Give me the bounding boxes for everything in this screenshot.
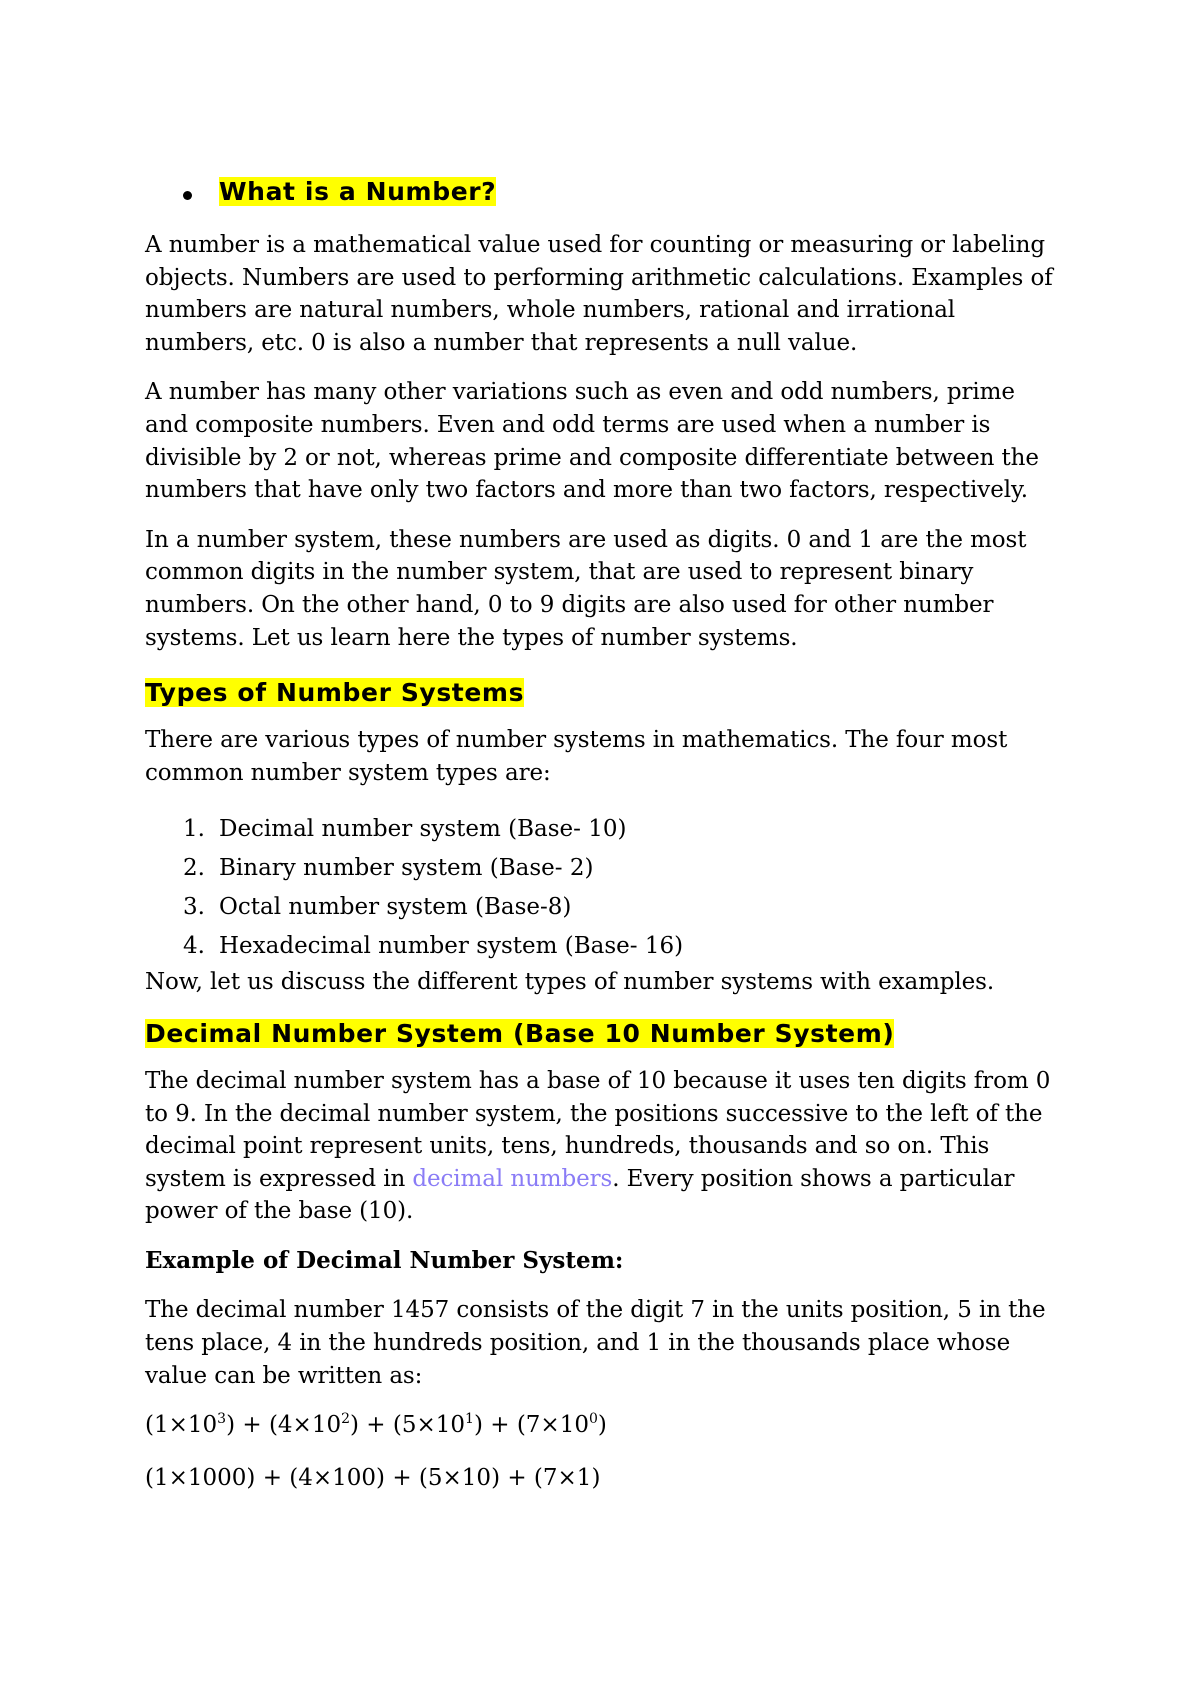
list-item (145, 810, 1065, 849)
paragraph: Now, let us discuss the different types of number systems with examples. (145, 969, 995, 996)
list-item (145, 927, 1065, 966)
list-item-text: Octal number system (Base-8) (219, 894, 572, 921)
formula-powers (145, 1409, 1065, 1442)
formula-expanded: (1×1000) + (4×100) + (5×10) + (7×1) (145, 1464, 601, 1491)
list-number: 4. (183, 933, 205, 960)
decimal-numbers-link[interactable]: decimal numbers (412, 1165, 613, 1192)
bullet-icon (183, 191, 192, 200)
paragraph: A number is a mathematical value used for counting or measuring or labeling objects. Numbers are used to performing arithmetic calculations. Examples of numbers are natural numbers, whole numbers, rational and irrational numbers, etc. 0 is also a number that represents a null value. (145, 232, 1053, 356)
list-number: 1. (183, 816, 205, 843)
exponent: 2 (341, 1411, 351, 1428)
formula-part: ) + (4×10 (226, 1412, 342, 1439)
example-heading: Example of Decimal Number System: (145, 1246, 624, 1274)
paragraph: A number has many other variations such as even and odd numbers, prime and composite numbers. Even and odd terms are used when a number is divisible by 2 or not, whereas prime and composite differentiate between the numbers that have only two factors and more than two factors, respectively. (145, 379, 1039, 504)
paragraph: There are various types of number systems in mathematics. The four most common number system types are: (145, 727, 1008, 786)
exponent: 3 (217, 1411, 227, 1428)
paragraph-text: The decimal number system has a base of 10 because it uses ten digits from 0 to 9. In the decimal number system, the positions successive to the left of the decimal point represent units, tens, hundreds, thousands and so on. This system is expressed in (145, 1067, 1051, 1192)
list-number: 2. (183, 855, 205, 882)
number-system-list (145, 810, 1065, 966)
document-page (145, 160, 1065, 1514)
exponent: 1 (465, 1411, 474, 1428)
formula-part: ) (597, 1412, 607, 1439)
list-item (145, 849, 1065, 888)
list-item-text: Decimal number system (Base- 10) (219, 816, 627, 843)
heading-text: Decimal Number System (Base 10 Number System) (145, 1018, 895, 1048)
heading-text: Types of Number Systems (145, 678, 525, 708)
paragraph: In a number system, these numbers are used as digits. 0 and 1 are the most common digits in the number system, that are used to represent binary numbers. On the other hand, 0 to 9 digits are also used for other number systems. Let us learn here the types of number systems. (145, 526, 1027, 651)
list-item (145, 888, 1065, 927)
paragraph-text: . Every position shows a particular power of the base (10). (145, 1165, 1015, 1225)
formula-part: ) + (7×10 (473, 1412, 589, 1439)
formula-part: (1×10 (145, 1412, 218, 1439)
types-of-number-systems-heading (145, 676, 1065, 710)
paragraph (145, 1065, 1065, 1228)
list-item-text: Binary number system (Base- 2) (219, 855, 594, 882)
what-is-a-number-heading (145, 175, 1065, 215)
list-number: 3. (183, 894, 205, 921)
paragraph: The decimal number 1457 consists of the digit 7 in the units position, 5 in the tens place, 4 in the hundreds position, and 1 in the thousands place whose value can be written as: (145, 1297, 1046, 1389)
list-item-text: Hexadecimal number system (Base- 16) (219, 933, 684, 960)
exponent: 0 (588, 1411, 598, 1428)
formula-part: ) + (5×10 (350, 1412, 466, 1439)
heading-text: What is a Number? (219, 177, 497, 206)
decimal-number-system-heading (145, 1017, 1065, 1051)
